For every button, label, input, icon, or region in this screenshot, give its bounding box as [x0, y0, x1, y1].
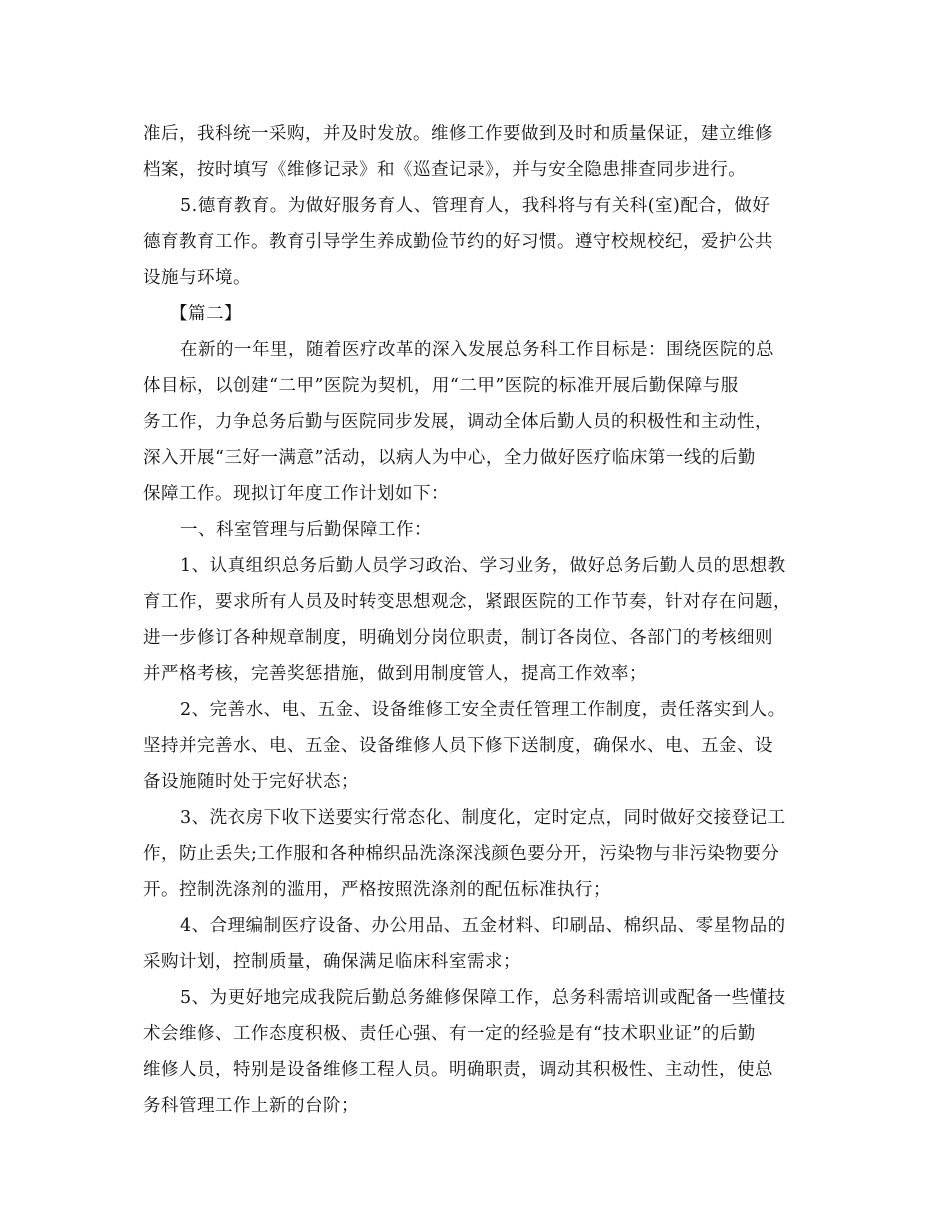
subheading: 一、科室管理与后勤保障工作： [180, 520, 432, 540]
text-line: 备设施随时处于完好状态； [143, 772, 359, 792]
text-line: 术会维修、工作态度积极、责任心强、有一定的经验是有“技术职业证”的后勤 [143, 1024, 756, 1044]
text-line: 体目标，以创建“二甲”医院为契机，用“二甲”医院的标准开展后勤保障与服 [143, 376, 739, 396]
text-line: 并严格考核，完善奖惩措施，做到用制度管人，提高工作效率； [143, 664, 647, 684]
text-line: 5、为更好地完成我院后勤总务維修保障工作，总务科需培训或配备一些懂技 [180, 988, 786, 1008]
text-line: 保障工作。现拟订年度工作计划如下： [143, 484, 449, 504]
section-heading: 【篇二】 [170, 304, 242, 324]
text-line: 设施与环境。 [143, 268, 251, 288]
text-line: 档案，按时填写《维修记录》和《巡查记录》，并与安全隐患排查同步进行。 [143, 160, 747, 180]
text-line: 3、洗衣房下收下送要实行常态化、制度化，定时定点，同时做好交接登记工 [180, 808, 786, 828]
text-line: 准后，我科统一采购，并及时发放。维修工作要做到及时和质量保证，建立维修 [143, 124, 773, 144]
text-line: 坚持并完善水、电、五金、设备维修人员下修下送制度，确保水、电、五金、设 [143, 736, 773, 756]
text-line: 育工作，要求所有人员及时转变思想观念，紧跟医院的工作节奏，针对存在问题， [143, 592, 791, 612]
text-line: 5.德育教育。为做好服务育人、管理育人，我科将与有关科(室)配合，做好 [180, 196, 771, 216]
text-line: 采购计划，控制质量，确保满足临床科室需求； [143, 952, 521, 972]
text-line: 进一步修订各种规章制度，明确划分岗位职责，制订各岗位、各部门的考核细则 [143, 628, 773, 648]
text-line: 开。控制洗涤剂的滥用，严格按照洗涤剂的配伍标准执行； [143, 880, 611, 900]
text-line: 深入开展“三好一满意”活动，以病人为中心，全力做好医疗临床第一线的后勤 [143, 448, 756, 468]
text-line: 务科管理工作上新的台阶； [143, 1096, 359, 1116]
text-line: 在新的一年里，随着医疗改革的深入发展总务科工作目标是：围绕医院的总 [180, 340, 774, 360]
text-line: 德育教育工作。教育引导学生养成勤俭节约的好习惯。遵守校规校纪，爱护公共 [143, 232, 773, 252]
text-line: 2、完善水、电、五金、设备维修工安全责任管理工作制度，责任落实到人。 [180, 700, 786, 720]
text-line: 4、合理编制医疗设备、办公用品、五金材料、印刷品、棉织品、零星物品的 [180, 916, 786, 936]
text-line: 作，防止丢失;工作服和各种棉织品洗涤深浅颜色要分开，污染物与非污染物要分 [143, 844, 780, 864]
text-line: 维修人员，特别是设备维修工程人员。明确职责，调动其积极性、主动性，使总 [143, 1060, 773, 1080]
text-line: 务工作，力争总务后勤与医院同步发展，调动全体后勤人员的积极性和主动性， [143, 412, 773, 432]
text-line: 1、认真组织总务后勤人员学习政治、学习业务，做好总务后勤人员的思想教 [180, 556, 786, 576]
